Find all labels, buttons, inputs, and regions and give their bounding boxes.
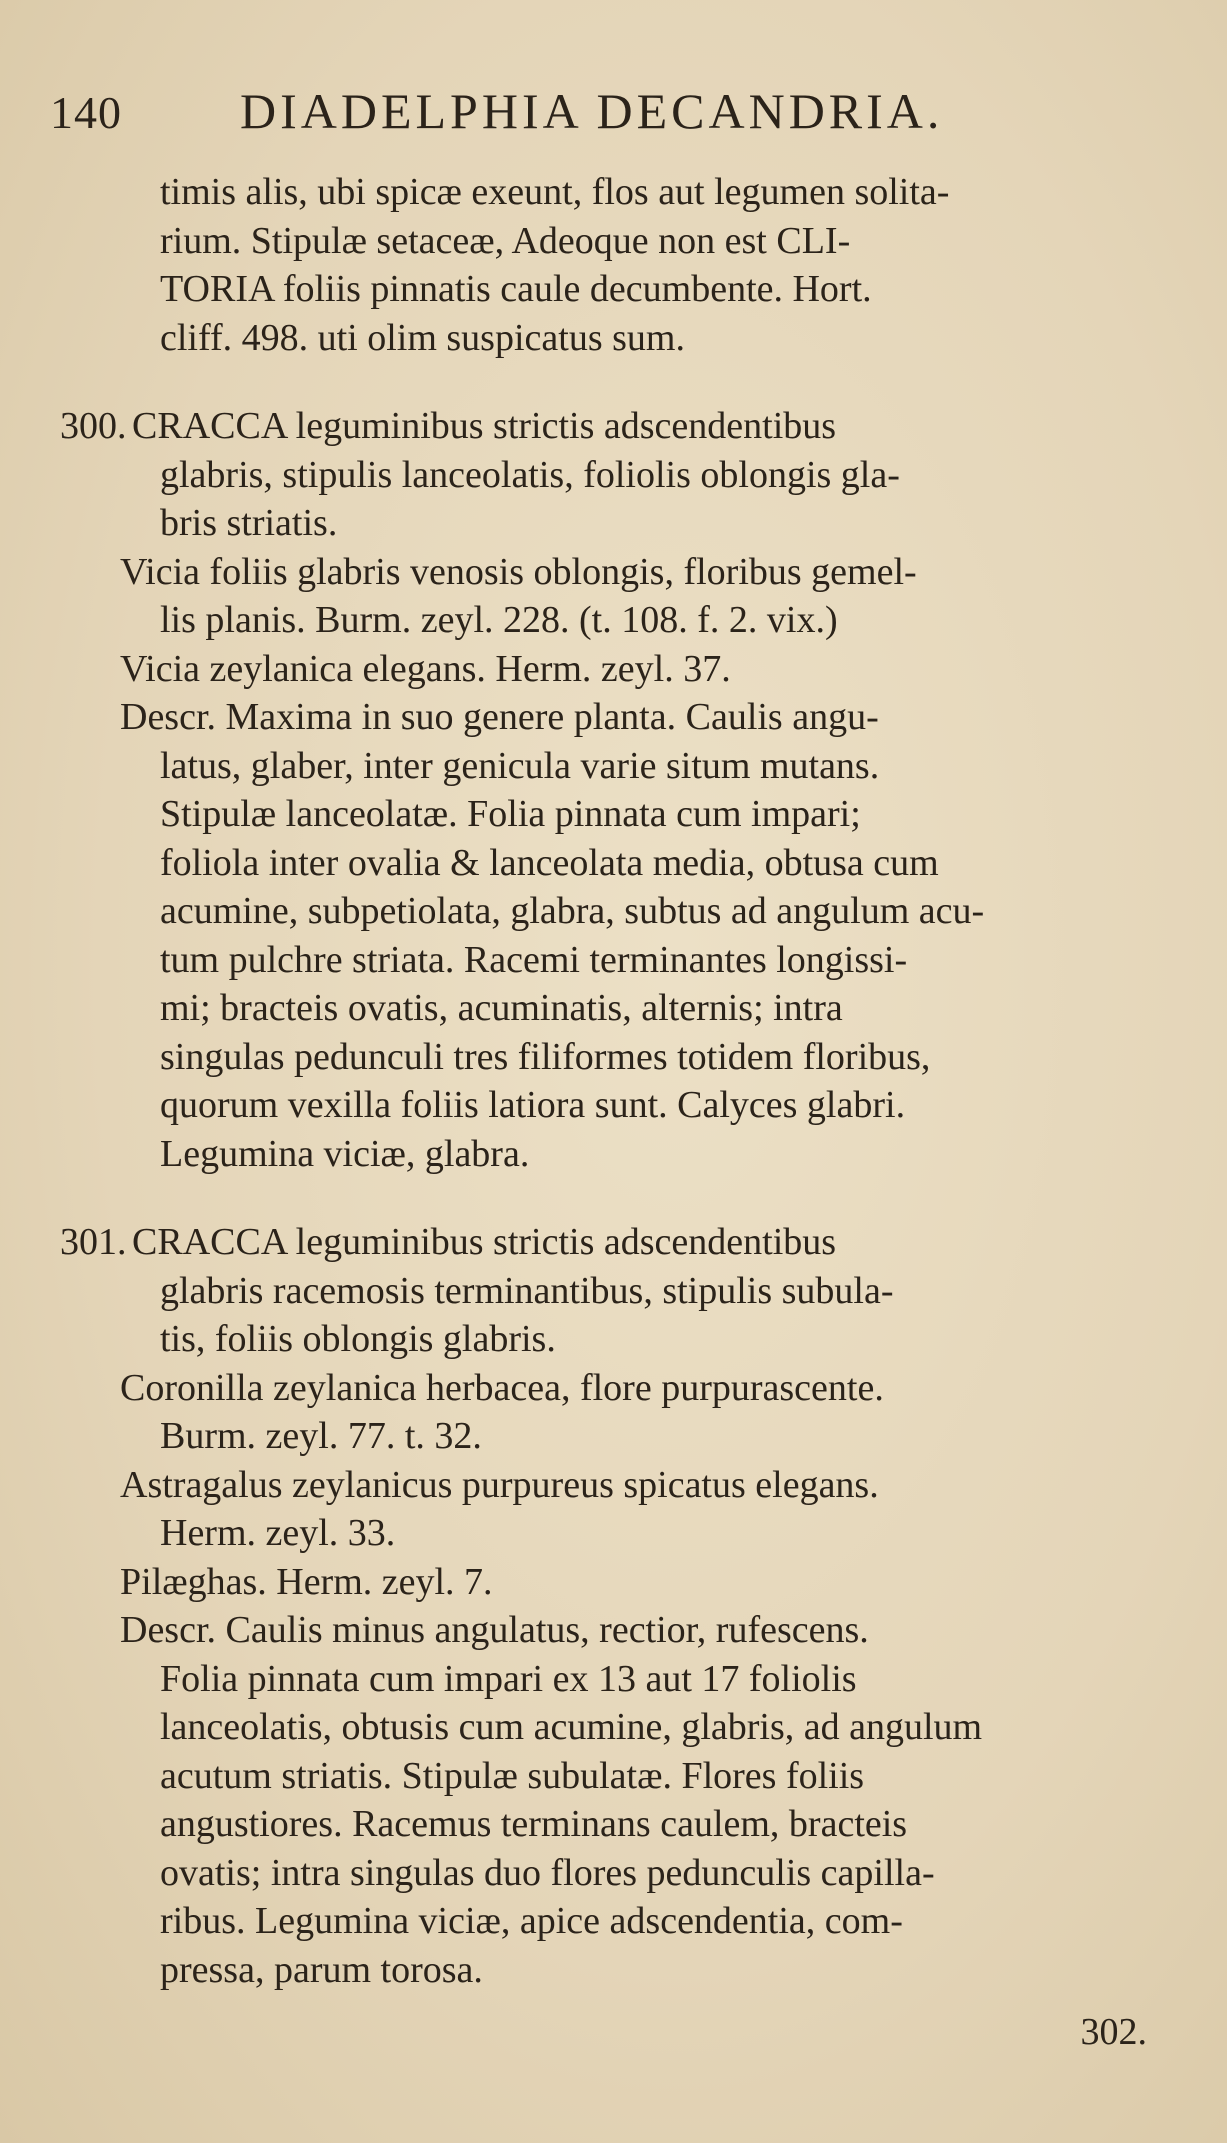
text-line: TORIA foliis pinnatis caule decumbente. Hort. xyxy=(160,268,872,310)
catchword: 302. xyxy=(1080,2011,1147,2053)
text-line: ovatis; intra singulas duo flores pedunculis capilla- xyxy=(160,1851,935,1894)
text-line: Stipulæ lanceolatæ. Folia pinnata cum impari; xyxy=(160,793,861,835)
text-line: singulas pedunculi tres filiformes totidem floribus, xyxy=(160,1035,931,1078)
text-line: timis alis, ubi spicæ exeunt, flos aut legumen solita- xyxy=(160,171,950,213)
running-title: DIADELPHIA DECANDRIA. xyxy=(240,83,944,139)
text-line: rium. Stipulæ setaceæ, Adeoque non est CLI- xyxy=(160,219,851,262)
text-line: Folia pinnata cum impari ex 13 aut 17 foliolis xyxy=(160,1657,857,1700)
text-line: glabris, stipulis lanceolatis, foliolis oblongis gla- xyxy=(160,453,900,496)
synonym-line: Vicia foliis glabris venosis oblongis, floribus gemel- xyxy=(120,550,917,593)
text-line: tum pulchre striata. Racemi terminantes longissi- xyxy=(160,938,908,981)
description-line: Descr. Maxima in suo genere planta. Caulis angu- xyxy=(120,696,879,738)
synonym-line: Vicia zeylanica elegans. Herm. zeyl. 37. xyxy=(120,647,731,690)
text-line: pressa, parum torosa. xyxy=(160,1948,483,1991)
page-body xyxy=(60,168,1170,1994)
page-number: 140 xyxy=(50,87,122,138)
synonym-line: Coronilla zeylanica herbacea, flore purpurascente. xyxy=(120,1366,884,1409)
text-line: acumine, subpetiolata, glabra, subtus ad angulum acu- xyxy=(160,890,985,932)
synonym-line: Pilæghas. Herm. zeyl. 7. xyxy=(120,1560,493,1603)
text-line: tis, foliis oblongis glabris. xyxy=(160,1318,556,1360)
entry-number: 301. xyxy=(60,1221,127,1263)
entry-300-title: CRACCA leguminibus strictis adscendentibus xyxy=(132,405,837,447)
entry-301-heading xyxy=(60,1218,1170,1267)
text-line: Legumina viciæ, glabra. xyxy=(160,1132,530,1175)
text-line: acutum striatis. Stipulæ subulatæ. Flores foliis xyxy=(160,1754,865,1797)
text-line: lis planis. Burm. zeyl. 228. (t. 108. f. 2. vix.) xyxy=(160,599,838,641)
description-line: Descr. Caulis minus angulatus, rectior, rufescens. xyxy=(120,1609,869,1651)
text-line: Herm. zeyl. 33. xyxy=(160,1512,396,1554)
text-line: quorum vexilla foliis latiora sunt. Calyces glabri. xyxy=(160,1084,906,1126)
text-line: glabris racemosis terminantibus, stipulis subula- xyxy=(160,1269,894,1312)
text-line: mi; bracteis ovatis, acuminatis, alternis; intra xyxy=(160,987,843,1029)
text-line: Burm. zeyl. 77. t. 32. xyxy=(160,1415,482,1457)
entry-number: 300. xyxy=(60,405,127,447)
text-line: angustiores. Racemus terminans caulem, bracteis xyxy=(160,1803,908,1845)
entry-301-title: CRACCA leguminibus strictis adscendentibus xyxy=(132,1221,837,1263)
page-header xyxy=(50,82,1150,152)
text-line: lanceolatis, obtusis cum acumine, glabris, ad angulum xyxy=(160,1706,983,1748)
synonym-line: Astragalus zeylanicus purpureus spicatus elegans. xyxy=(120,1463,879,1506)
text-line: cliff. 498. uti olim suspicatus sum. xyxy=(160,316,685,359)
text-line: bris striatis. xyxy=(160,502,338,544)
text-line: ribus. Legumina viciæ, apice adscendentia, com- xyxy=(160,1900,903,1942)
text-line: latus, glaber, inter genicula varie situm mutans. xyxy=(160,744,880,787)
entry-300-heading xyxy=(60,402,1170,451)
text-line: foliola inter ovalia & lanceolata media, obtusa cum xyxy=(160,841,939,884)
